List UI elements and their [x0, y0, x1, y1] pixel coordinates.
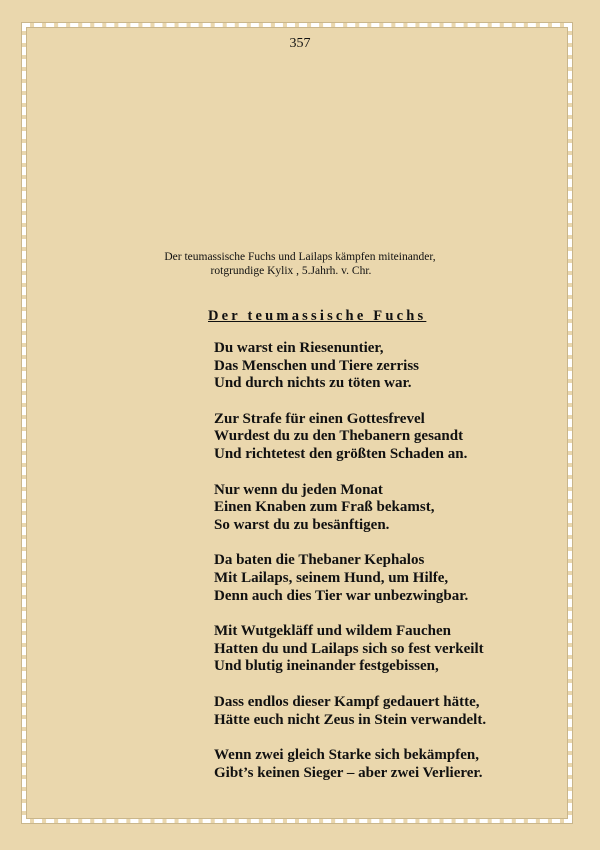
- caption-line-1: Der teumassische Fuchs und Lailaps kämpfen miteinander,: [164, 251, 436, 263]
- poem-line: Dass endlos dieser Kampf gedauert hätte,: [214, 693, 480, 710]
- poem-line: Hätte euch nicht Zeus in Stein verwandelt.: [214, 711, 487, 728]
- poem-line: Da baten die Thebaner Kephalos: [214, 552, 425, 569]
- poem-line: Zur Strafe für einen Gottesfrevel: [214, 410, 425, 427]
- poem-line: Einen Knaben zum Fraß bekamst,: [214, 499, 435, 516]
- caption-line-2: rotgrundige Kylix , 5.Jahrh. v. Chr.: [210, 265, 372, 277]
- poem-line: Gibt’s keinen Sieger – aber zwei Verlierer.: [214, 764, 483, 781]
- poem-line: Und blutig ineinander festgebissen,: [214, 658, 439, 675]
- stanza-6: [214, 694, 486, 729]
- poem-line: So warst du zu besänftigen.: [214, 516, 390, 533]
- stanza-2: [214, 411, 486, 464]
- poem-title: Der teumassische Fuchs: [208, 308, 427, 324]
- stanza-5: [214, 623, 486, 676]
- stanza-4: [214, 552, 486, 605]
- poem-line: Du warst ein Riesenuntier,: [214, 340, 384, 356]
- stanza-1: [214, 340, 486, 393]
- stanza-7: [214, 747, 486, 782]
- page-number: 357: [289, 36, 311, 51]
- poem-line: Hatten du und Lailaps sich so fest verkeilt: [214, 640, 484, 657]
- poem-line: Wenn zwei gleich Starke sich bekämpfen,: [214, 747, 479, 764]
- poem-line: Mit Lailaps, seinem Hund, um Hilfe,: [214, 569, 449, 586]
- stanza-3: [214, 482, 486, 535]
- poem-line: Wurdest du zu den Thebanern gesandt: [214, 428, 464, 445]
- poem-body: [214, 340, 486, 800]
- poem-line: Das Menschen und Tiere zerriss: [214, 357, 419, 374]
- image-caption: [0, 250, 600, 278]
- poem-line: Mit Wutgekläff und wildem Fauchen: [214, 623, 451, 640]
- poem-line: Denn auch dies Tier war unbezwingbar.: [214, 587, 469, 604]
- poem-line: Nur wenn du jeden Monat: [214, 481, 383, 498]
- poem-line: Und durch nichts zu töten war.: [214, 375, 412, 392]
- poem-line: Und richtetest den größten Schaden an.: [214, 445, 468, 462]
